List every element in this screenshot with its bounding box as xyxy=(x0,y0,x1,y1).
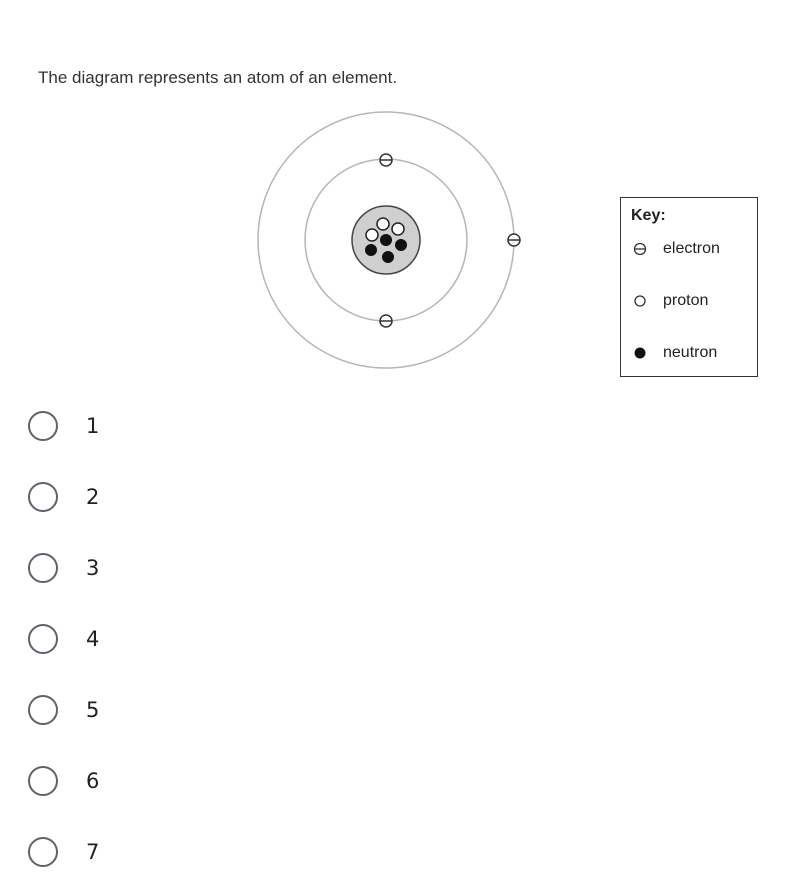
proton xyxy=(392,223,404,235)
option-7[interactable] xyxy=(28,837,99,867)
proton xyxy=(366,229,378,241)
radio-button[interactable] xyxy=(28,553,58,583)
neutron-icon xyxy=(633,346,647,360)
key-row-proton xyxy=(633,292,708,310)
option-label: 2 xyxy=(86,485,100,509)
radio-button[interactable] xyxy=(28,766,58,796)
key-label-electron: electron xyxy=(663,240,720,257)
key-label-neutron: neutron xyxy=(663,344,718,361)
option-4[interactable] xyxy=(28,624,99,654)
electron-icon xyxy=(380,154,392,166)
key-label-proton: proton xyxy=(663,292,709,309)
atom-diagram xyxy=(0,0,600,400)
radio-button[interactable] xyxy=(28,695,58,725)
radio-button[interactable] xyxy=(28,411,58,441)
option-label: 1 xyxy=(86,414,100,438)
radio-button[interactable] xyxy=(28,837,58,867)
neutron xyxy=(395,239,407,251)
option-label: 7 xyxy=(86,840,100,864)
question-text: The diagram represents an atom of an element. xyxy=(38,68,398,87)
option-2[interactable] xyxy=(28,482,99,512)
proton xyxy=(377,218,389,230)
option-5[interactable] xyxy=(28,695,99,725)
radio-button[interactable] xyxy=(28,624,58,654)
option-label: 3 xyxy=(86,556,100,580)
neutron xyxy=(382,251,394,263)
electron-icon xyxy=(508,234,520,246)
option-1[interactable] xyxy=(28,411,99,441)
key-row-neutron xyxy=(633,344,717,362)
option-3[interactable] xyxy=(28,553,99,583)
neutron xyxy=(365,244,377,256)
diagram-key xyxy=(620,197,758,377)
radio-button[interactable] xyxy=(28,482,58,512)
neutron xyxy=(380,234,392,246)
key-row-electron xyxy=(633,240,720,258)
key-title: Key: xyxy=(631,207,666,224)
option-6[interactable] xyxy=(28,766,99,796)
electron-icon xyxy=(633,242,647,256)
option-label: 4 xyxy=(86,627,100,651)
option-label: 5 xyxy=(86,698,100,722)
option-label: 6 xyxy=(86,769,100,793)
proton-icon xyxy=(633,294,647,308)
electron-icon xyxy=(380,315,392,327)
